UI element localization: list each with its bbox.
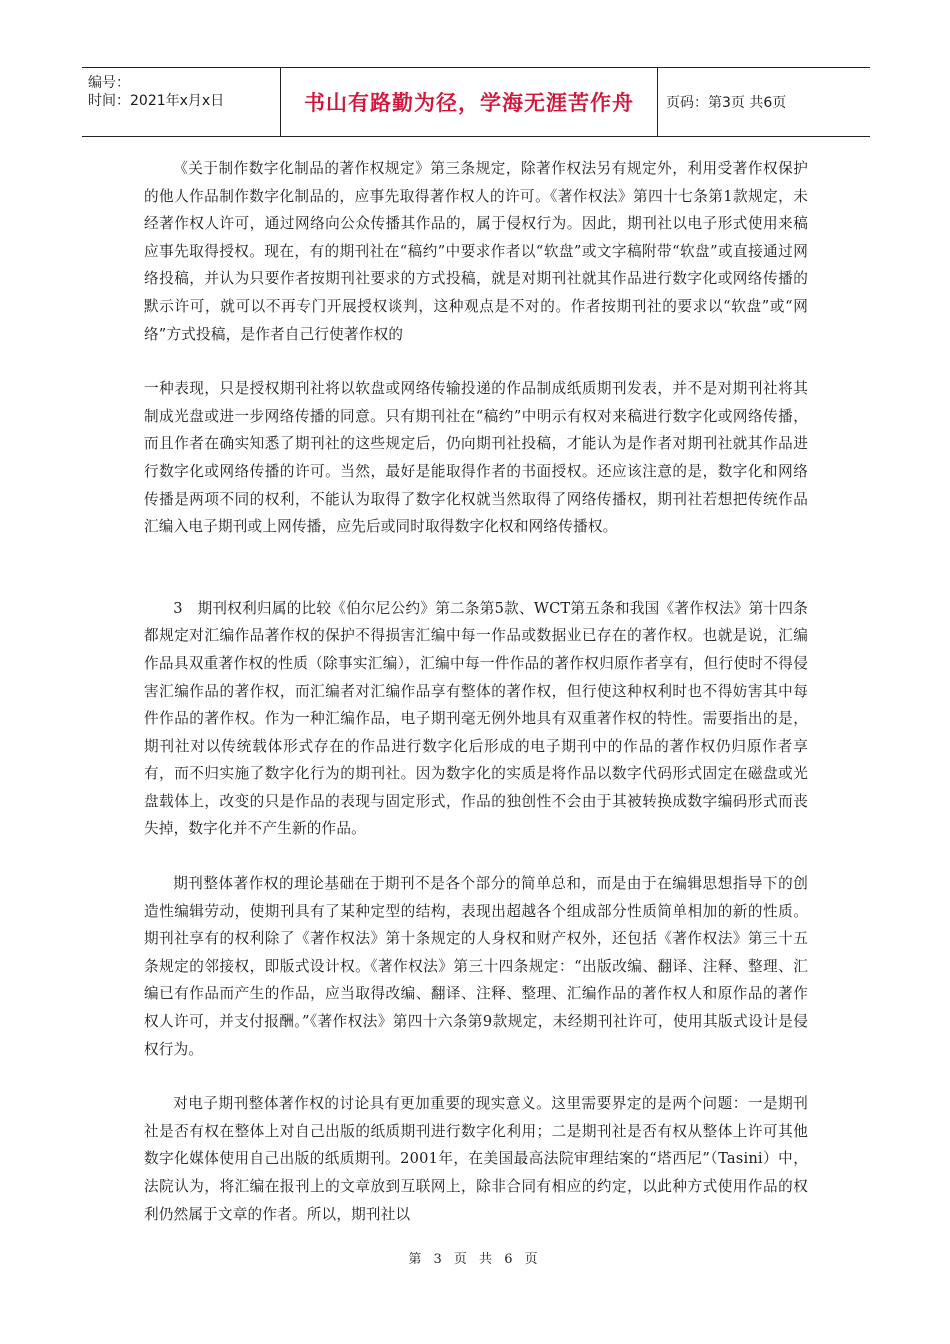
paragraph: 《关于制作数字化制品的著作权规定》第三条规定，除著作权法另有规定外，利用受著作权保护的他人作品制作数字化制品的，应事先取得著作权人的许可。《著作权法》第四十七条第1款规定，未经著作权人许可，通过网络向公众传播其作品的，属于侵权行为。因此，期刊社以电子形式使用来稿应事先取得授权。现在，有的期刊社在“稿约”中要求作者以“软盘”或文字稿附带“软盘”或直接通过网络投稿，并认为只要作者按期刊社要求的方式投稿，就是对期刊社就其作品进行数字化或网络传播的默示许可，就可以不再专门开展授权谈判，这种观点是不对的。作者按期刊社的要求以“软盘”或“网络”方式投稿，是作者自己行使著作权的 <box>144 160 808 343</box>
header-page-number: 页码：第3页 共6页 <box>666 95 787 111</box>
header-page-cell <box>658 68 870 136</box>
paragraph: 一种表现，只是授权期刊社将以软盘或网络传输投递的作品制成纸质期刊发表，并不是对期刊社将其制成光盘或进一步网络传播的同意。只有期刊社在“稿约”中明示有权对来稿进行数字化或网络传播，而且作者在确实知悉了期刊社的这些规定后，仍向期刊社投稿，才能认为是作者对期刊社就其作品进行数字化或网络传播的许可。当然，最好是能取得作者的书面授权。还应该注意的是，数字化和网络传播是两项不同的权利，不能认为取得了数字化权就当然取得了网络传播权，期刊社若想把传统作品汇编入电子期刊或上网传播，应先后或同时取得数字化权和网络传播权。 <box>144 380 808 536</box>
paragraph: 期刊整体著作权的理论基础在于期刊不是各个部分的简单总和，而是由于在编辑思想指导下的创造性编辑劳动，使期刊具有了某种定型的结构，表现出超越各个组成部分性质简单相加的新的性质。期刊社享有的权利除了《著作权法》第十条规定的人身权和财产权外，还包括《著作权法》第三十五条规定的邻接权，即版式设计权。《著作权法》第三十四条规定：“出版改编、翻译、注释、整理、汇编已有作品而产生的作品，应当取得改编、翻译、注释、整理、汇编作品的著作权人和原作品的著作权人许可，并支付报酬。”《著作权法》第四十六条第9款规定，未经期刊社许可，使用其版式设计是侵权行为。 <box>144 875 808 1058</box>
paragraph: 对电子期刊整体著作权的讨论具有更加重要的现实意义。这里需要界定的是两个问题：一是期刊社是否有权在整体上对自己出版的纸质期刊进行数字化利用；二是期刊社是否有权从整体上许可其他数字化媒体使用自己出版的纸质期刊。2001年，在美国最高法院审理结案的“塔西尼”（Tasini）中，法院认为，将汇编在报刊上的文章放到互联网上，除非合同有相应的约定，以此种方式使用作品的权利仍然属于文章的作者。所以，期刊社以 <box>144 1095 808 1223</box>
header-meta <box>82 68 280 136</box>
header-motto: 书山有路勤为径，学海无涯苦作舟 <box>304 91 634 115</box>
document-number-label: 编号： <box>88 75 130 91</box>
header-motto-cell <box>280 68 658 136</box>
page-footer-number: 第 3 页 共 6 页 <box>408 1252 542 1267</box>
page-header <box>82 67 870 137</box>
document-body <box>144 155 808 1228</box>
paragraph-section-heading: 3 期刊权利归属的比较《伯尔尼公约》第二条第5款、WCT第五条和我国《著作权法》第十四条都规定对汇编作品著作权的保护不得损害汇编中每一作品或数据业已存在的著作权。也就是说，汇编作品具双重著作权的性质（除事实汇编），汇编中每一件作品的著作权归原作者享有，但行使时不得侵害汇编作品的著作权，而汇编者对汇编作品享有整体的著作权，但行使这种权利时也不得妨害其中每件作品的著作权。作为一种汇编作品，电子期刊毫无例外地具有双重著作权的特性。需要指出的是，期刊社对以传统载体形式存在的作品进行数字化后形成的电子期刊中的作品的著作权仍归原作者享有，而不归实施了数字化行为的期刊社。因为数字化的实质是将作品以数字代码形式固定在磁盘或光盘载体上，改变的只是作品的表现与固定形式，作品的独创性不会由于其被转换成数字编码形式而丧失掉，数字化并不产生新的作品。 <box>144 599 808 838</box>
document-time-label: 时间：2021年x月x日 <box>88 93 225 109</box>
